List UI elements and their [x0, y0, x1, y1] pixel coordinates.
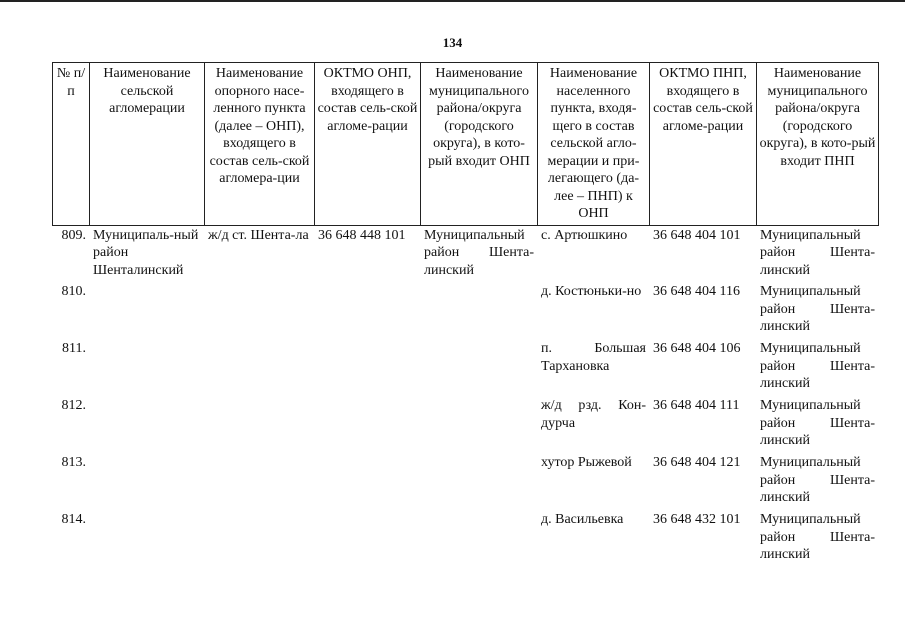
table-row [53, 339, 879, 396]
table-row [53, 282, 879, 339]
oktmo-onp [315, 282, 421, 339]
pnp-name: п. Большая Тархановка [541, 341, 646, 374]
table-header-row [53, 63, 879, 226]
header-pnp-name: Наименование населенного пункта, входя-щего в состав сельской агло-мерации и при-легающего (да-лее – ПНП) к ОНП [538, 63, 650, 226]
district-onp [421, 510, 538, 567]
agglomeration-name [90, 396, 205, 453]
oktmo-pnp: 36 648 404 111 [653, 398, 740, 413]
onp-name [205, 339, 315, 396]
district-pnp: Муниципальный район Шента-линский [760, 512, 875, 562]
agglomeration-name: Муниципаль-ный район Шенталинский [93, 227, 199, 278]
row-number: 811. [62, 341, 86, 356]
onp-name: ж/д ст. Шента-ла [208, 227, 309, 243]
agglomeration-name [90, 282, 205, 339]
table-row [53, 225, 879, 282]
district-onp [421, 453, 538, 510]
header-district-onp: Наименование муниципального района/округа (городского округа), в кото-рый входит ОНП [421, 63, 538, 226]
onp-name [205, 396, 315, 453]
row-number: 810. [61, 284, 86, 299]
agglomeration-name [90, 453, 205, 510]
row-number: 813. [61, 455, 86, 470]
oktmo-onp [315, 339, 421, 396]
district-pnp: Муниципальный район Шента-линский [760, 341, 875, 391]
header-onp-name: Наименование опорного насе-ленного пункта (далее – ОНП), входящего в состав сель-ской агломера-ции [205, 63, 315, 226]
agglomeration-name [90, 510, 205, 567]
onp-name [205, 453, 315, 510]
district-pnp: Муниципальный район Шента-линский [760, 398, 875, 448]
district-pnp: Муниципальный район Шента-линский [760, 284, 875, 334]
oktmo-pnp: 36 648 404 116 [653, 284, 740, 299]
row-number: 814. [61, 512, 86, 527]
oktmo-onp [315, 510, 421, 567]
oktmo-pnp: 36 648 404 106 [653, 341, 741, 356]
agglomeration-name [90, 339, 205, 396]
district-onp [421, 396, 538, 453]
oktmo-pnp: 36 648 404 101 [653, 227, 741, 243]
oktmo-pnp: 36 648 404 121 [653, 455, 741, 470]
top-border-line [0, 0, 905, 2]
header-agglomeration-name: Наименование сельской агломерации [90, 63, 205, 226]
district-pnp: Муниципальный район Шента-линский [760, 227, 875, 278]
district-onp: Муниципальный район Шента-линский [424, 227, 534, 278]
district-onp [421, 282, 538, 339]
onp-name [205, 282, 315, 339]
oktmo-onp: 36 648 448 101 [318, 227, 406, 243]
agglomeration-table [52, 62, 879, 567]
oktmo-onp [315, 453, 421, 510]
district-onp [421, 339, 538, 396]
header-district-pnp: Наименование муниципального района/округа (городского округа), в кото-рый входит ПНП [757, 63, 879, 226]
pnp-name: хутор Рыжевой [541, 455, 632, 470]
row-number: 809. [61, 227, 86, 243]
page-number: 134 [442, 35, 463, 50]
pnp-name: д. Костюньки-но [541, 284, 642, 299]
oktmo-onp [315, 396, 421, 453]
header-number: № п/п [53, 63, 90, 226]
pnp-name: д. Васильевка [541, 512, 624, 527]
header-oktmo-pnp: ОКТМО ПНП, входящего в состав сель-ской агломе-рации [650, 63, 757, 226]
district-pnp: Муниципальный район Шента-линский [760, 455, 875, 505]
pnp-name: с. Артюшкино [541, 227, 628, 243]
pnp-name: ж/д рзд. Кон-дурча [541, 398, 646, 431]
table-row [53, 396, 879, 453]
onp-name [205, 510, 315, 567]
header-oktmo-onp: ОКТМО ОНП, входящего в состав сель-ской агломе-рации [315, 63, 421, 226]
oktmo-pnp: 36 648 432 101 [653, 512, 741, 527]
table-row [53, 510, 879, 567]
table-row [53, 453, 879, 510]
row-number: 812. [61, 398, 86, 413]
